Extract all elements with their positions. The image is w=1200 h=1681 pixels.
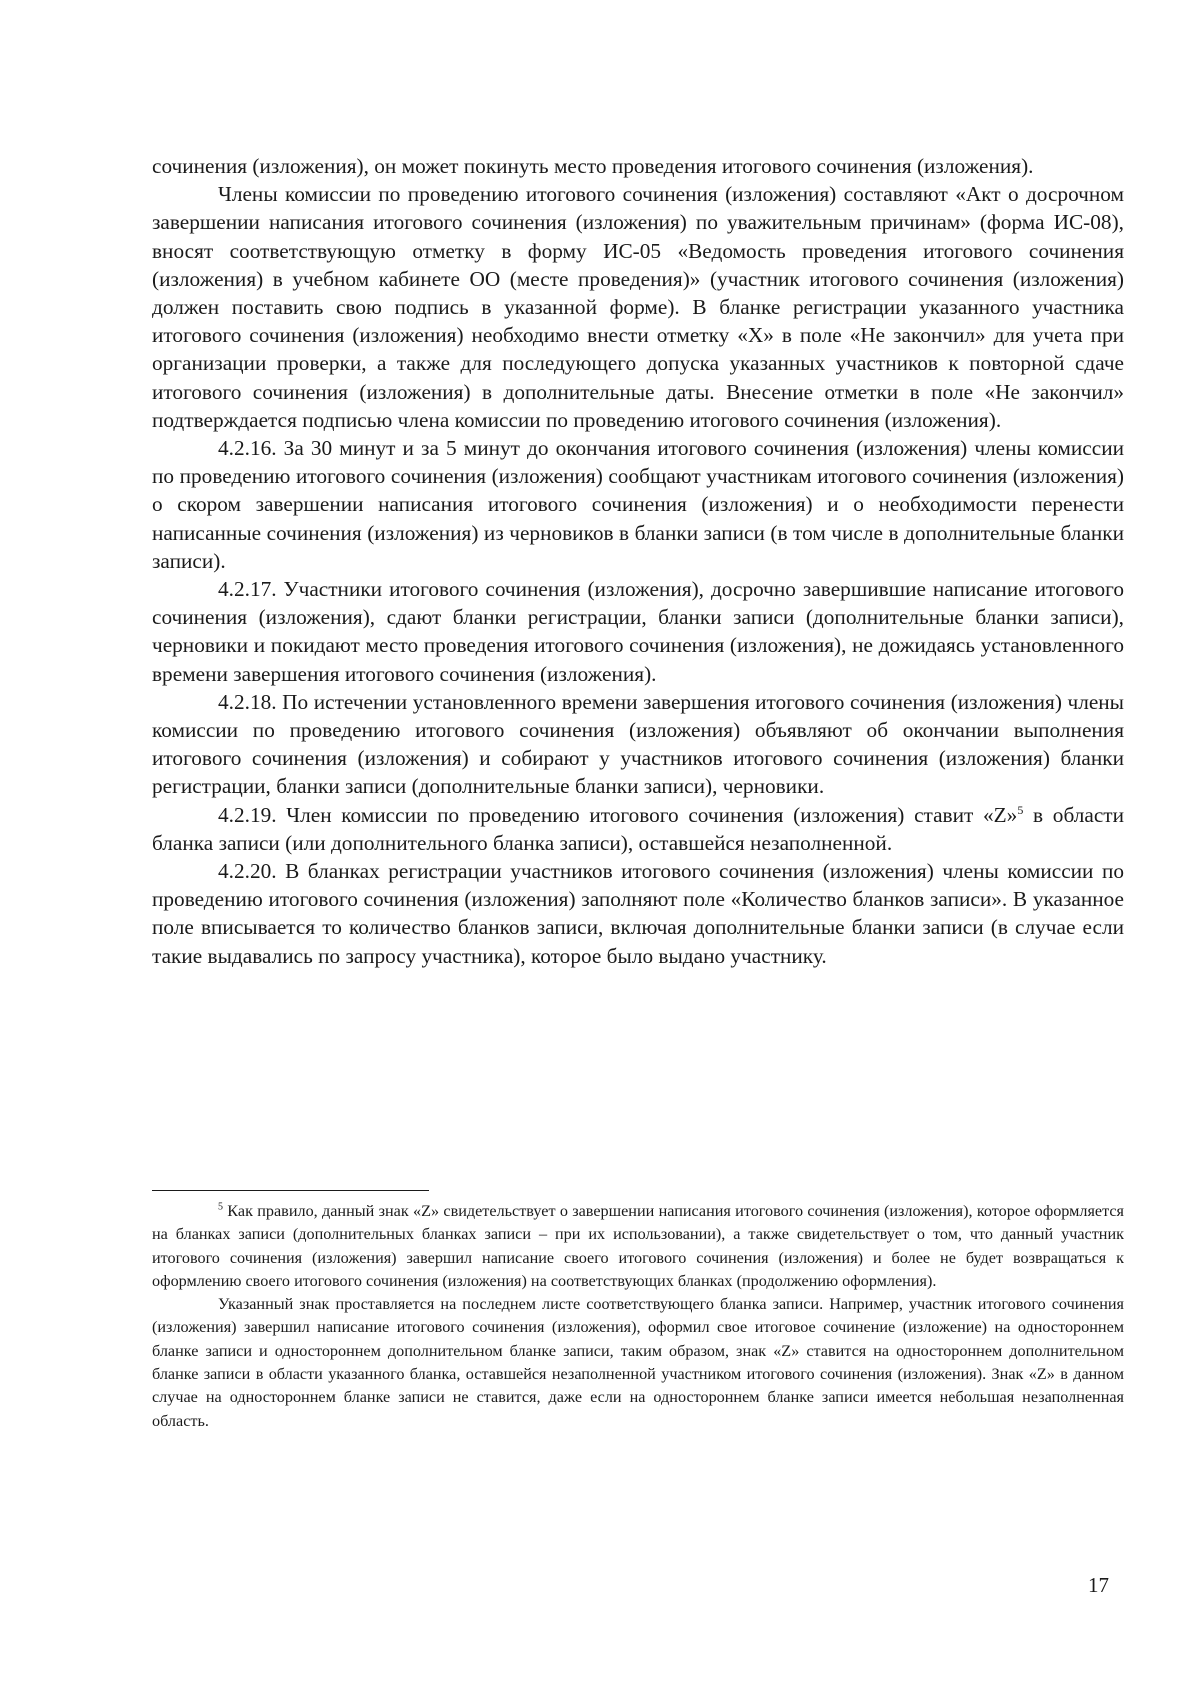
paragraph-continuation: сочинения (изложения), он может покинуть место проведения итогового сочинения (изложения).: [152, 154, 1034, 178]
paragraph-4-2-19-text-end: в области бланка записи (или дополнительного бланка записи), оставшейся незаполненной.: [152, 802, 1124, 855]
footnote-reference[interactable]: 5: [1017, 802, 1024, 817]
page-number: 17: [1088, 1573, 1109, 1597]
footnote-separator: [152, 1190, 429, 1191]
paragraph-commission-act: Члены комиссии по проведению итогового сочинения (изложения) составляют «Акт о досрочном завершении написания итогового сочинения (изложения) по уважительным причинам» (форма ИС-08), вносят соответствующую отметку в форму ИС-05 «Ведомость проведения итогового сочинения (изложения) в учебном кабинете ОО (месте проведения)» (участник итогового сочинения (изложения) должен поставить свою подпись в указанной форме). В бланке регистрации указанного участника итогового сочинения (изложения) необходимо внести отметку «X» в поле «Не закончил» для учета при организации проверки, а также для последующего допуска указанных участников к повторной сдаче итогового сочинения (изложения) в дополнительные даты. Внесение отметки в поле «Не закончил» подтверждается подписью члена комиссии по проведению итогового сочинения (изложения).: [152, 182, 1124, 432]
paragraph-4-2-20: 4.2.20. В бланках регистрации участников итогового сочинения (изложения) члены комиссии по проведению итогового сочинения (изложения) заполняют поле «Количество бланков записи». В указанное поле вписывается то количество бланков записи, включая дополнительные бланки записи (в случае если такие выдавались по запросу участника), которое было выдано участнику.: [152, 859, 1124, 968]
footnote-5: [152, 1200, 1124, 1293]
footnote-5-continuation: Указанный знак проставляется на последнем листе соответствующего бланка записи. Например, участник итогового сочинения (изложения) завершил написание итогового сочинения (изложения), оформил свое итоговое сочинение (изложение) на одностороннем бланке записи и одностороннем дополнительном бланке записи, таким образом, знак «Z» ставится на одностороннем дополнительном бланке записи в области указанного бланка, оставшейся незаполненной участником итогового сочинения (изложения). Знак «Z» в данном случае на одностороннем бланке записи не ставится, даже если на одностороннем бланке записи имеется небольшая незаполненная область.: [152, 1295, 1124, 1430]
paragraph-4-2-18: 4.2.18. По истечении установленного времени завершения итогового сочинения (изложения) члены комиссии по проведению итогового сочинения (изложения) объявляют об окончании выполнения итогового сочинения (изложения) и собирают у участников итогового сочинения (изложения) бланки регистрации, бланки записи (дополнительные бланки записи), черновики.: [152, 689, 1124, 799]
paragraph-4-2-17: 4.2.17. Участники итогового сочинения (изложения), досрочно завершившие написание итогового сочинения (изложения), сдают бланки регистрации, бланки записи (дополнительные бланки записи), черновики и покидают место проведения итогового сочинения (изложения), не дожидаясь установленного времени завершения итогового сочинения (изложения).: [152, 577, 1124, 686]
paragraph-4-2-19: [152, 801, 1124, 857]
paragraph-4-2-19-text: 4.2.19. Член комиссии по проведению итогового сочинения (изложения) ставит «Z»: [218, 802, 1018, 827]
footnotes: [152, 1200, 1124, 1433]
footnote-number: 5: [218, 1201, 223, 1213]
footnote-text: Как правило, данный знак «Z» свидетельствует о завершении написания итогового сочинения (изложения), которое оформляется на бланках записи (дополнительных бланках записи – при их использовании), а также свидетельствует о том, что данный участник итогового сочинения (изложения) завершил написание своего итогового сочинения (изложения) и более не будет возвращаться к оформлению своего итогового сочинения (изложения) на соответствующих бланках (продолжению оформления).: [152, 1202, 1124, 1290]
paragraph-4-2-16: 4.2.16. За 30 минут и за 5 минут до окончания итогового сочинения (изложения) члены комиссии по проведению итогового сочинения (изложения) сообщают участникам итогового сочинения (изложения) о скором завершении написания итогового сочинения (изложения) и о необходимости перенести написанные сочинения (изложения) из черновиков в бланки записи (в том числе в дополнительные бланки записи).: [152, 436, 1124, 573]
main-text: [152, 152, 1124, 970]
